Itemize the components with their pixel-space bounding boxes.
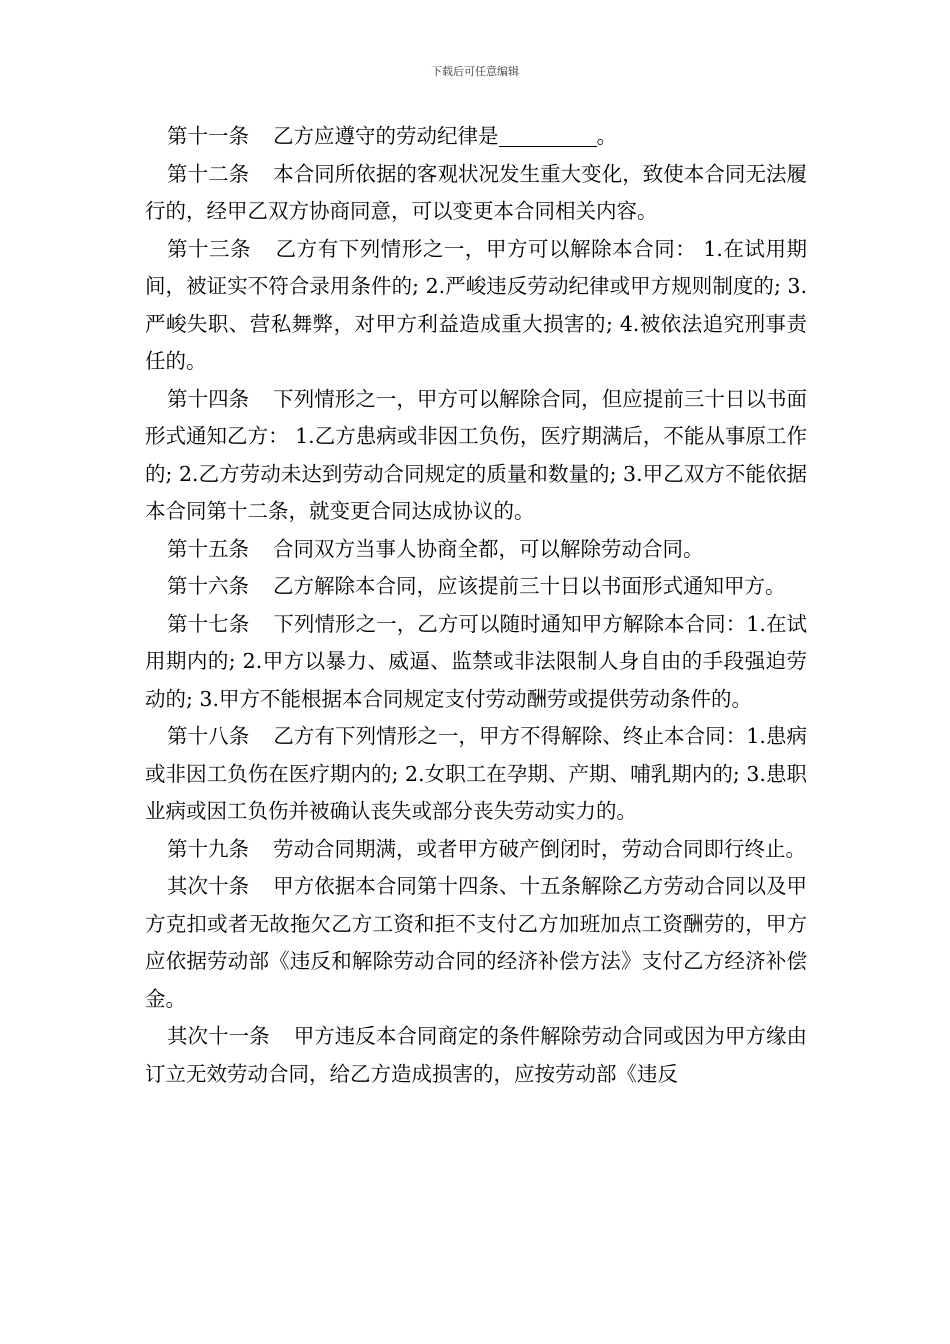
clause-text: 乙方解除本合同，应该提前三十日以书面形式通知甲方。 (273, 574, 786, 598)
document-body (145, 118, 807, 1093)
clause-17 (145, 606, 807, 719)
clause-number: 第十八条 (167, 724, 250, 748)
clause-number: 第十三条 (167, 236, 252, 261)
clause-number: 第十一条 (167, 124, 249, 148)
header-note: 下载后可任意编辑 (431, 65, 519, 78)
clause-text: 下列情形之一，甲方可以解除合同，但应提前三十日以书面形式通知乙方： 1.乙方患病或非因工负伤，医疗期满后，不能从事原工作的; 2.乙方劳动未达到劳动合同规定的质量和数量的; 3.甲乙双方不能依据本合同第十二条，就变更合同达成协议的。 (145, 386, 808, 523)
clause-text: 劳动合同期满，或者甲方破产倒闭时，劳动合同即行终止。 (273, 836, 806, 861)
clause-text: 乙方有下列情形之一，甲方不得解除、终止本合同：1.患病或非因工负伤在医疗期内的; 2.女职工在孕期、产期、哺乳期内的; 3.患职业病或因工负伤并被确认丧失或部分丧失劳动实力的。 (145, 724, 808, 823)
clause-number: 第十九条 (167, 836, 249, 861)
clause-text: 甲方违反本合同商定的条件解除劳动合同或因为甲方缘由订立无效劳动合同，给乙方造成损害的，应按劳动部《违反 (145, 1024, 808, 1086)
clause-text: 乙方应遵守的劳动纪律是 (273, 124, 499, 148)
clause-15 (145, 531, 807, 569)
clause-number: 第十六条 (167, 574, 249, 598)
clause-21 (145, 1018, 807, 1093)
clause-text: 甲方依据本合同第十四条、十五条解除乙方劳动合同以及甲方克扣或者无故拖欠乙方工资和拒不支付乙方加班加点工资酬劳的，甲方应依据劳动部《违反和解除劳动合同的经济补偿方法》支付乙方经济补偿金。 (145, 874, 808, 1011)
clause-11 (145, 118, 807, 156)
clause-16 (145, 568, 807, 606)
clause-13 (145, 231, 807, 381)
clause-text: 乙方有下列情形之一，甲方可以解除本合同： 1.在试用期间，被证实不符合录用条件的; 2.严峻违反劳动纪律或甲方规则制度的; 3.严峻失职、营私舞弊，对甲方利益造成重大损害的; 4.被依法追究刑事责任的。 (145, 236, 807, 373)
clause-number: 第十五条 (167, 536, 249, 561)
clause-20 (145, 868, 807, 1018)
clause-number: 第十七条 (167, 611, 250, 636)
clause-text: 本合同所依据的客观状况发生重大变化，致使本合同无法履行的，经甲乙双方协商同意，可以变更本合同相关内容。 (145, 161, 808, 223)
clause-12 (145, 156, 807, 231)
clause-number: 其次十一条 (167, 1024, 270, 1048)
fill-in-blank (499, 126, 597, 147)
clause-text: 合同双方当事人协商全都，可以解除劳动合同。 (273, 536, 704, 561)
clause-suffix: 。 (596, 124, 617, 148)
clause-14 (145, 381, 807, 531)
clause-number: 第十四条 (167, 386, 250, 411)
clause-number: 第十二条 (167, 161, 250, 186)
clause-text: 下列情形之一，乙方可以随时通知甲方解除本合同：1.在试用期内的; 2.甲方以暴力、威逼、监禁或非法限制人身自由的手段强迫劳动的; 3.甲方不能根据本合同规定支付劳动酬劳或提供劳动条件的。 (145, 611, 808, 711)
clause-19 (145, 831, 807, 869)
clause-18 (145, 718, 807, 831)
clause-number: 其次十条 (167, 874, 250, 898)
